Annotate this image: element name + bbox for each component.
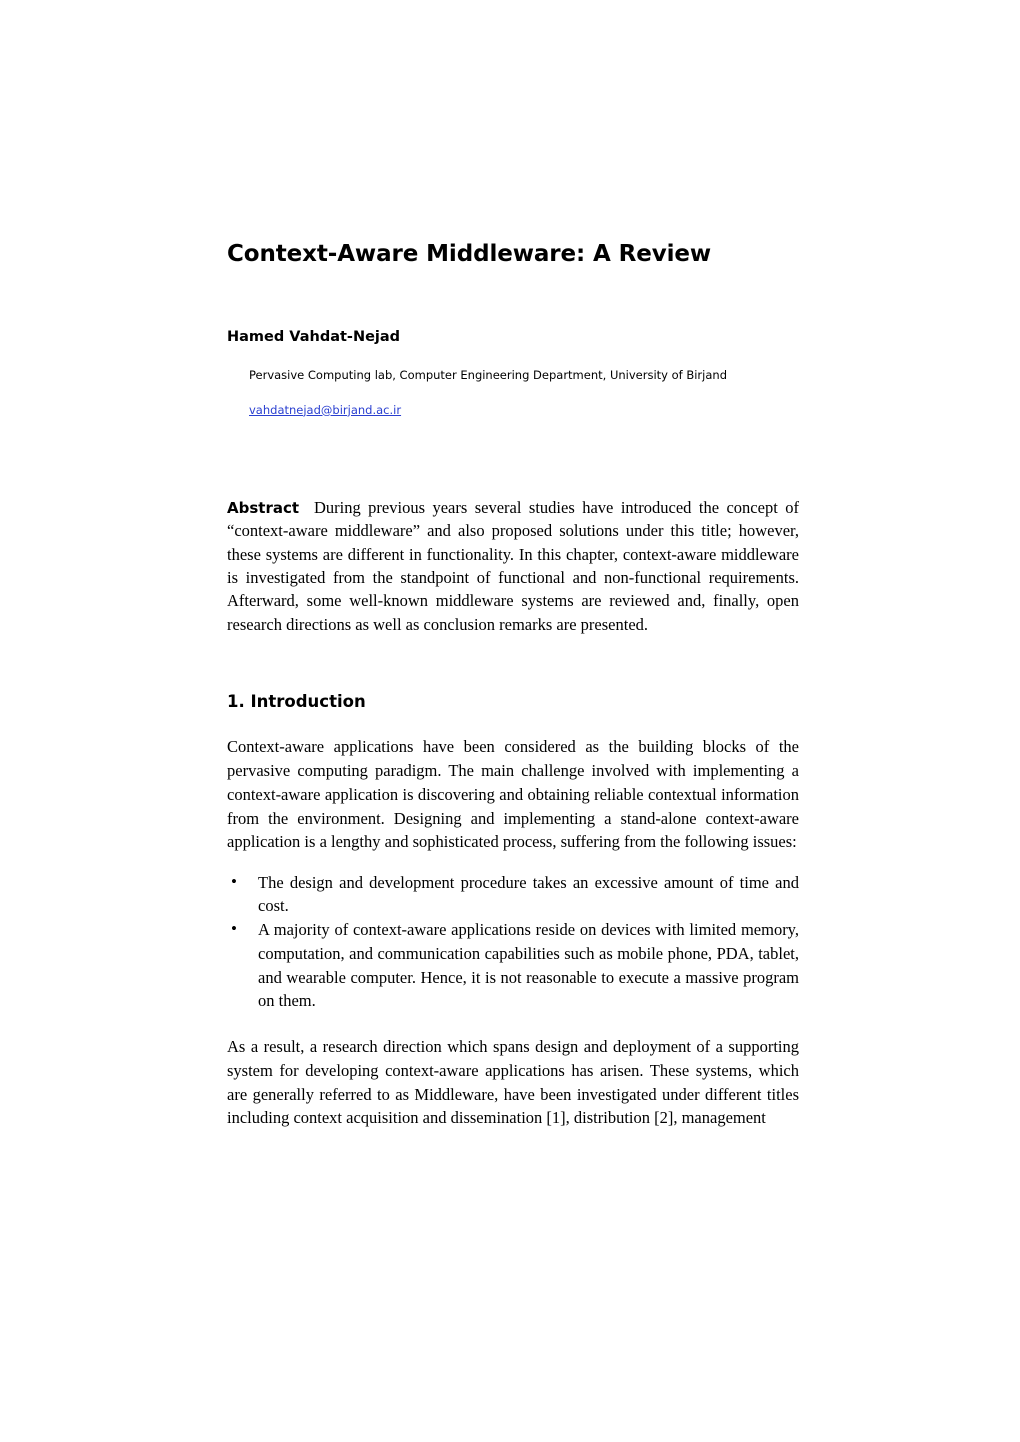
- section-heading-introduction: 1. Introduction: [227, 692, 366, 712]
- bullet-icon: •: [231, 919, 237, 939]
- author-name: Hamed Vahdat-Nejad: [227, 328, 401, 345]
- intro-bullet-list: [227, 871, 799, 1014]
- intro-paragraph-2: As a result, a research direction which spans design and deployment of a supporting system for developing context-aware applications has arisen. These systems, which are generally referred to as Middleware, have been investigated under different titles including context acquisition and dissemination [1], distribution [2], management: [227, 1037, 799, 1128]
- bullet-icon: •: [231, 871, 237, 891]
- author-email-wrap: [227, 382, 799, 419]
- page-title: Context-Aware Middleware: A Review: [227, 241, 712, 267]
- list-item: [227, 871, 799, 919]
- intro-paragraph-1: Context-aware applications have been considered as the building blocks of the pervasive computing paradigm. The main challenge involved with implementing a context-aware application is discovering and obtaining reliable contextual information from the environment. Designing and implementing a stand-alone context-aware application is a lengthy and sophisticated process, suffering from the following issues:: [227, 737, 799, 852]
- list-item-text: A majority of context-aware applications reside on devices with limited memory, computation, and communication capabilities such as mobile phone, PDA, tablet, and wearable computer. Hence, it is not reasonable to execute a massive program on them.: [258, 920, 799, 1011]
- author-email-link[interactable]: vahdatnejad@birjand.ac.ir: [249, 402, 402, 417]
- page-content: [227, 0, 799, 1147]
- abstract-label: Abstract: [227, 498, 300, 517]
- author-affiliation: Pervasive Computing lab, Computer Engineering Department, University of Birjand: [249, 367, 727, 382]
- list-item: [227, 918, 799, 1013]
- abstract-paragraph: [227, 496, 799, 637]
- abstract-text: During previous years several studies have introduced the concept of “context-aware middleware” and also proposed solutions under this title; however, these systems are different in functionality. In this chapter, context-aware middleware is investigated from the standpoint of functional and non-functional requirements. Afterward, some well-known middleware systems are reviewed and, finally, open research directions as well as conclusion remarks are presented.: [227, 497, 799, 634]
- list-item-text: The design and development procedure takes an excessive amount of time and cost.: [258, 872, 799, 916]
